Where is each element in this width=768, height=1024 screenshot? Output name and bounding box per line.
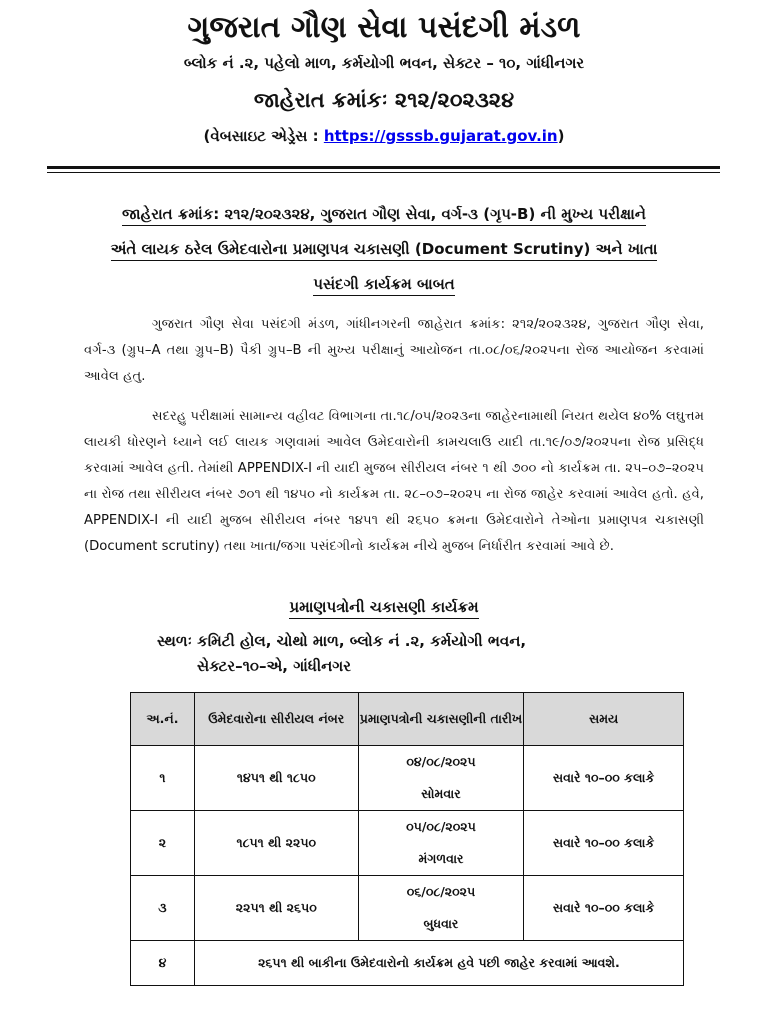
row-date: ૦૫/૦૮/૨૦૨૫ — [406, 819, 476, 834]
website-label: (વેબસાઇટ એડ્રેસ : — [203, 127, 324, 145]
table-header-row — [131, 693, 684, 746]
row-number: ૩ — [131, 876, 195, 941]
row-date-cell — [358, 746, 524, 811]
website-link[interactable]: https://gsssb.gujarat.gov.in — [323, 127, 558, 145]
venue-line-2: સેક્ટર–૧૦–એ, ગાંધીનગર — [197, 657, 352, 675]
row-date: ૦૬/૦૮/૨૦૨૫ — [406, 884, 476, 899]
row-date-cell — [358, 811, 524, 876]
subject-line-2: અંતે લાયક ઠરેલ ઉમેદવારોના પ્રમાણપત્ર ચકાસણી (Document Scrutiny) અને ખાતા — [0, 240, 768, 258]
row-number: ૪ — [131, 941, 195, 986]
website-close: ) — [557, 127, 565, 145]
row-day: સોમવાર — [421, 786, 461, 801]
row-time: સવારે ૧૦–૦૦ કલાકે — [524, 811, 684, 876]
table-row — [131, 746, 684, 811]
website-line — [0, 127, 768, 145]
final-row-note: ૨૬૫૧ થી બાકીના ઉમેદવારોનો કાર્યક્રમ હવે પછી જાહેર કરવામાં આવશે. — [194, 941, 683, 986]
row-number: ૨ — [131, 811, 195, 876]
row-time: સવારે ૧૦–૦૦ કલાકે — [524, 746, 684, 811]
body-paragraph-2: સદરહુ પરીક્ષામાં સામાન્ય વહીવટ વિભાગના તા.૧૮/૦૫/૨૦૨૩ના જાહેરનામાથી નિયત થયેલ ૪૦% લઘુત્તમ લાયકી ધોરણને ધ્યાને લઈ લાયક ગણવામાં આવેલ ઉમેદવારોની કામચલાઉ યાદી તા.૧૯/૦૭/૨૦૨૫ના રોજ પ્રસિદ્ધ કરવામાં આવેલ હતી. તેમાંથી APPENDIX-I ની યાદી મુજબ સીરીયલ નંબર ૧ થી ૭૦૦ નો કાર્યક્રમ તા. ૨૫–૦૭–૨૦૨૫ ના રોજ તથા સીરીયલ નંબર ૭૦૧ થી ૧૪૫૦ નો કાર્યક્રમ તા. ૨૮–૦૭–૨૦૨૫ ના રોજ જાહેર કરવામાં આવેલ હતો. હવે, APPENDIX-I ની યાદી મુજબ સીરીયલ નંબર ૧૪૫૧ થી ૨૬૫૦ ક્રમના ઉમેદવારોને તેઓના પ્રમાણપત્ર ચકાસણી (Document scrutiny) તથા ખાતા/જગા પસંદગીનો કાર્યક્રમ નીચે મુજબ નિર્ધારીત કરવામાં આવે છે. — [84, 409, 704, 554]
col-header-date: પ્રમાણપત્રોની ચકાસણીની તારીખ — [358, 693, 524, 746]
header-rule-thick — [47, 166, 720, 169]
row-day: મંગળવાર — [418, 851, 464, 866]
body-paragraph-1: ગુજરાત ગૌણ સેવા પસંદગી મંડળ, ગાંધીનગરની જાહેરાત ક્રમાંક: ૨૧૨/૨૦૨૩૨૪, ગુજરાત ગૌણ સેવા, વર્ગ-૩ (ગ્રુપ–A તથા ગ્રુપ–B) પૈકી ગ્રુપ–B ની મુખ્ય પરીક્ષાનું આયોજન તા.૦૮/૦૬/૨૦૨૫ના રોજ આયોજન કરવામાં આવેલ હતુ. — [84, 317, 704, 384]
table-row — [131, 876, 684, 941]
row-time: સવારે ૧૦–૦૦ કલાકે — [524, 876, 684, 941]
venue-line-1: સ્થળઃ કમિટી હોલ, ચોથો માળ, બ્લોક નં .૨, કર્મયોગી ભવન, — [157, 632, 527, 650]
table-row-final — [131, 941, 684, 986]
col-header-no: અ.નં. — [131, 693, 195, 746]
row-day: બુધવાર — [423, 916, 459, 931]
row-serial-range: ૧૪૫૧ થી ૧૮૫૦ — [194, 746, 358, 811]
office-address: બ્લોક નં .૨, પહેલો માળ, કર્મયોગી ભવન, સેક્ટર – ૧૦, ગાંધીનગર — [183, 54, 585, 72]
advertisement-number: જાહેરાત ક્રમાંકઃ ૨૧૨/૨૦૨૩૨૪ — [253, 88, 515, 112]
page-title: ગુજરાત ગૌણ સેવા પસંદગી મંડળ — [187, 10, 581, 45]
header-rule-thin — [47, 172, 720, 173]
col-header-serial: ઉમેદવારોના સીરીયલ નંબર — [194, 693, 358, 746]
table-row — [131, 811, 684, 876]
subject-line-3: પસંદગી કાર્યક્રમ બાબત — [0, 275, 768, 293]
col-header-time: સમય — [524, 693, 684, 746]
row-number: ૧ — [131, 746, 195, 811]
row-serial-range: ૨૨૫૧ થી ૨૬૫૦ — [194, 876, 358, 941]
schedule-table — [130, 692, 684, 986]
subject-line-1: જાહેરાત ક્રમાંક: ૨૧૨/૨૦૨૩૨૪, ગુજરાત ગૌણ સેવા, વર્ગ-૩ (ગૃપ-B) ની મુખ્ય પરીક્ષાને — [0, 205, 768, 223]
row-date: ૦૪/૦૮/૨૦૨૫ — [406, 754, 476, 769]
row-serial-range: ૧૮૫૧ થી ૨૨૫૦ — [194, 811, 358, 876]
schedule-heading: પ્રમાણપત્રોની ચકાસણી કાર્યક્રમ — [0, 598, 768, 616]
row-date-cell — [358, 876, 524, 941]
